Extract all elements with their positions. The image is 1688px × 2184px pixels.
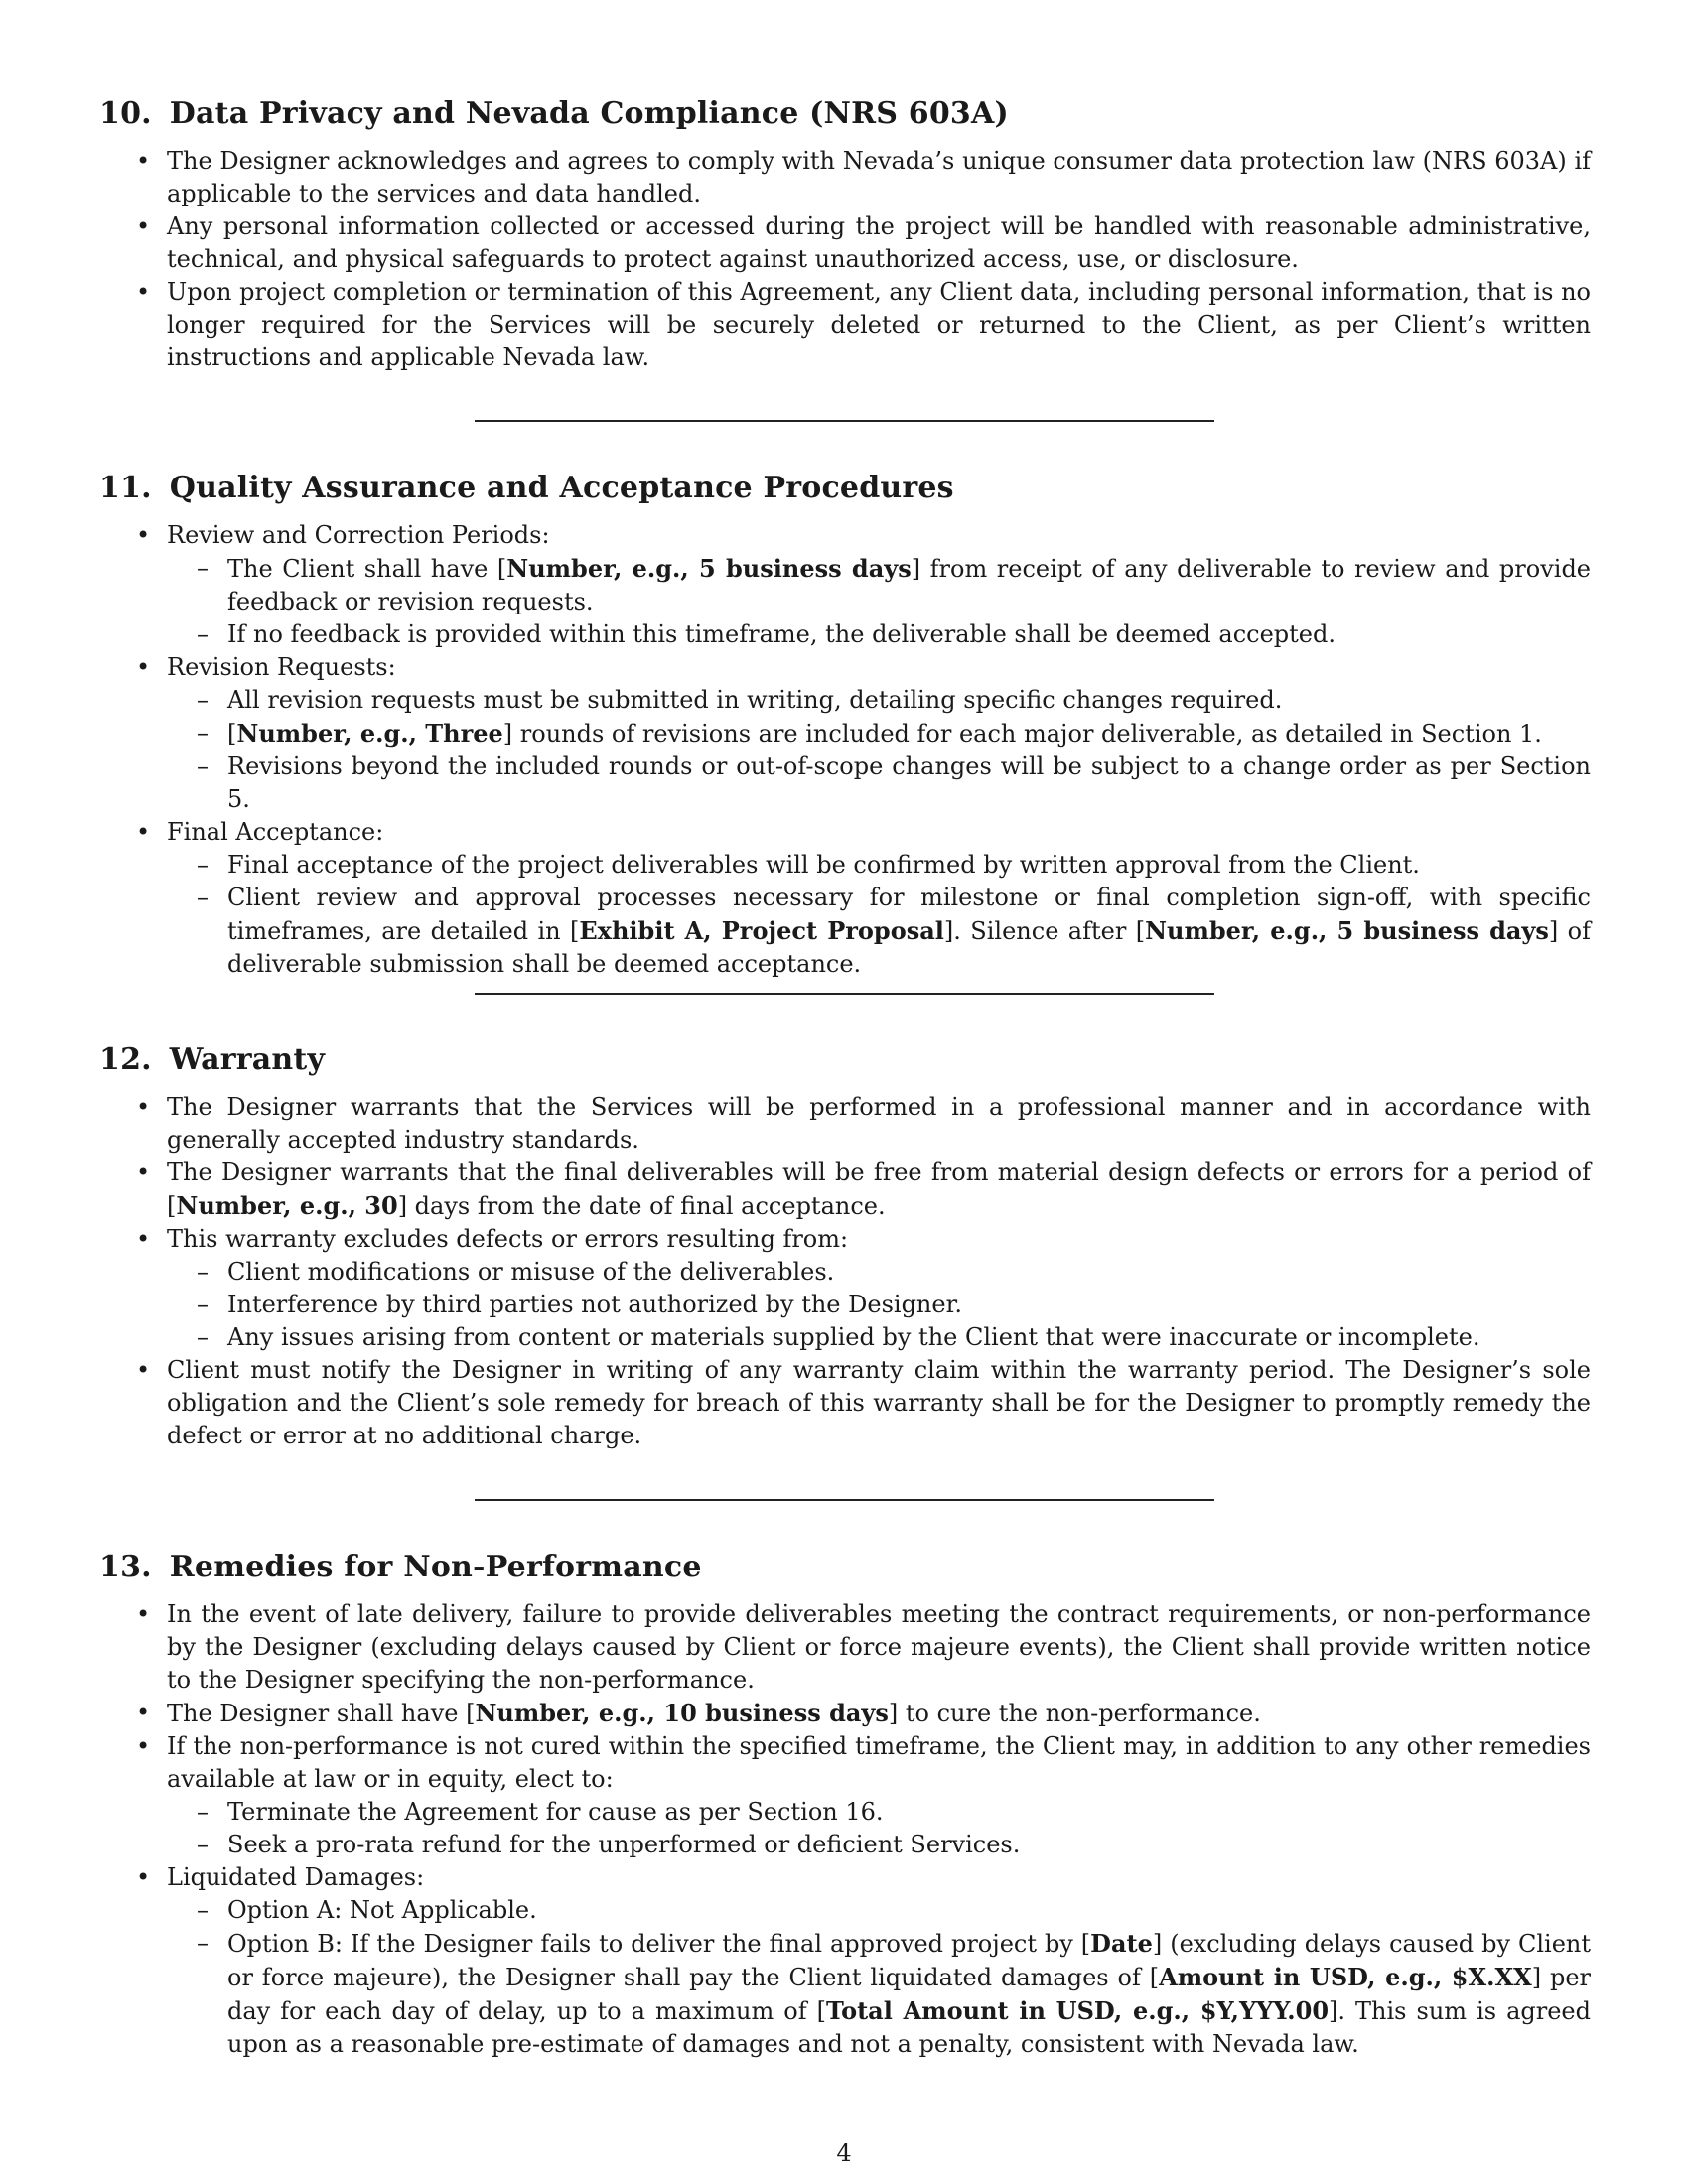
placeholder-text: Number, e.g., 30	[176, 1191, 398, 1220]
list-item-label: This warranty excludes defects or errors resulting from:	[167, 1225, 849, 1253]
sub-list-item: – If no feedback is provided within this timeframe, the deliverable shall be deemed accepted.	[167, 618, 1591, 651]
sub-list-item: – Client modifications or misuse of the deliverables.	[167, 1256, 1591, 1289]
placeholder-text: Number, e.g., 5 business days	[506, 554, 912, 583]
page-number: 4	[836, 2139, 852, 2167]
list-item: • The Designer warrants that the Services will be performed in a professional manner and in accordance with generally accepted industry standards.	[99, 1091, 1591, 1157]
list-item	[99, 519, 1591, 651]
sub-list	[167, 1256, 1591, 1354]
sub-list-item	[167, 882, 1591, 981]
text-run: Client review and approval processes necessary for milestone or final completion sign-off, with specific timeframes, are detailed in [	[227, 884, 1591, 945]
sub-list-item: – Interference by third parties not authorized by the Designer.	[167, 1289, 1591, 1321]
sub-list	[167, 552, 1591, 651]
text-run: [	[227, 720, 237, 748]
section-11-heading	[99, 470, 1591, 507]
section-divider	[475, 420, 1214, 422]
placeholder-text: Amount in USD, e.g., $X.XX	[1159, 1963, 1532, 1991]
bullet-list	[99, 1091, 1591, 1452]
sub-list-item: – Revisions beyond the included rounds or out-of-scope changes will be subject to a change order as per Section 5.	[167, 751, 1591, 816]
sub-list-item: – Any issues arising from content or materials supplied by the Client that were inaccurate or incomplete.	[167, 1321, 1591, 1354]
sub-list	[167, 684, 1591, 816]
section-title: Data Privacy and Nevada Compliance (NRS 603A)	[169, 96, 1009, 131]
list-item: • Upon project completion or termination of this Agreement, any Client data, including personal information, that is no longer required for the Services will be securely deleted or returned to the Client, as per Client’s written instructions and applicable Nevada law.	[99, 276, 1591, 374]
list-item	[99, 1861, 1591, 2061]
text-run: ]. Silence after [	[943, 917, 1146, 945]
section-12-heading	[99, 1041, 1591, 1079]
section-number: 10.	[99, 96, 152, 131]
section-title: Warranty	[169, 1042, 326, 1077]
section-11	[99, 470, 1591, 981]
sub-list-item: – All revision requests must be submitted in writing, detailing specific changes required.	[167, 684, 1591, 717]
section-10	[99, 95, 1591, 374]
text-run: The Designer shall have [	[167, 1700, 476, 1727]
text-run: The Client shall have [	[227, 555, 507, 583]
sub-list	[167, 849, 1591, 981]
placeholder-text: Exhibit A, Project Proposal	[579, 916, 944, 945]
list-item: • Client must notify the Designer in writing of any warranty claim within the warranty period. The Designer’s sole obligation and the Client’s sole remedy for breach of this warranty shall be for the Designer to promptly remedy the defect or error at no additional charge.	[99, 1354, 1591, 1452]
section-divider	[475, 1499, 1214, 1501]
placeholder-text: Number, e.g., 10 business days	[475, 1699, 889, 1727]
list-item: • In the event of late delivery, failure to provide deliverables meeting the contract requirements, or non-performance by the Designer (excluding delays caused by Client or force majeure events), the Client shall provide written notice to the Designer specifying the non-performance.	[99, 1598, 1591, 1697]
list-item	[99, 816, 1591, 981]
text-run: The Designer warrants that the final deliverables will be free from material design defects or errors for a period of [	[167, 1159, 1591, 1220]
placeholder-text: Number, e.g., 5 business days	[1145, 916, 1549, 945]
list-item	[99, 1157, 1591, 1223]
list-item	[99, 651, 1591, 816]
list-item-label: Review and Correction Periods:	[167, 521, 550, 549]
text-run: ] from receipt of any deliverable to review and provide feedback or revision requests.	[227, 555, 1592, 615]
list-item	[99, 1697, 1591, 1730]
sub-list-item	[167, 552, 1591, 618]
section-10-heading	[99, 95, 1591, 133]
section-title: Remedies for Non-Performance	[169, 1550, 702, 1584]
text-run: ] (excluding delays caused by Client or force majeure), the Designer shall pay the Client liquidated damages of [	[227, 1930, 1591, 1991]
bullet-list	[99, 519, 1591, 981]
list-item-label: Final Acceptance:	[167, 818, 384, 846]
bullet-list	[99, 145, 1591, 374]
text-run: ] of deliverable submission shall be deemed acceptance.	[227, 917, 1591, 978]
bullet-list	[99, 1598, 1591, 2061]
sub-list	[167, 1894, 1591, 2061]
list-item-label: If the non-performance is not cured within the specified timeframe, the Client may, in addition to any other remedies available at law or in equity, elect to:	[167, 1732, 1591, 1793]
list-item	[99, 1223, 1591, 1354]
section-number: 11.	[99, 471, 152, 505]
sub-list-item: – Terminate the Agreement for cause as per Section 16.	[167, 1796, 1591, 1829]
sub-list	[167, 1796, 1591, 1861]
section-12	[99, 1041, 1591, 1452]
text-run: ] days from the date of final acceptance.	[397, 1192, 886, 1220]
section-divider	[475, 993, 1214, 995]
list-item: • Any personal information collected or accessed during the project will be handled with reasonable administrative, technical, and physical safeguards to protect against unauthorized access, use, or disclosure.	[99, 210, 1591, 276]
section-13	[99, 1549, 1591, 2061]
text-run: ] per day for each day of delay, up to a maximum of [	[227, 1964, 1592, 2025]
section-13-heading	[99, 1549, 1591, 1586]
list-item: • The Designer acknowledges and agrees to comply with Nevada’s unique consumer data protection law (NRS 603A) if applicable to the services and data handled.	[99, 145, 1591, 210]
sub-list-item: – Seek a pro-rata refund for the unperformed or deficient Services.	[167, 1829, 1591, 1861]
section-number: 12.	[99, 1042, 152, 1077]
sub-list-item	[167, 717, 1591, 751]
sub-list-item: – Option A: Not Applicable.	[167, 1894, 1591, 1927]
text-run: ] to cure the non-performance.	[888, 1700, 1261, 1727]
placeholder-text: Date	[1090, 1929, 1153, 1958]
section-title: Quality Assurance and Acceptance Procedures	[169, 471, 954, 505]
sub-list-item	[167, 1927, 1591, 2061]
placeholder-text: Total Amount in USD, e.g., $Y,YYY.00	[825, 1996, 1330, 2025]
text-run: Option B: If the Designer fails to deliver the final approved project by [	[227, 1930, 1091, 1958]
list-item-label: Revision Requests:	[167, 653, 396, 681]
sub-list-item: – Final acceptance of the project deliverables will be confirmed by written approval from the Client.	[167, 849, 1591, 882]
text-run: ]. This sum is agreed upon as a reasonable pre-estimate of damages and not a penalty, consistent with Nevada law.	[227, 1997, 1591, 2058]
text-run: ] rounds of revisions are included for each major deliverable, as detailed in Section 1.	[502, 720, 1542, 748]
list-item-label: Liquidated Damages:	[167, 1863, 425, 1891]
list-item	[99, 1730, 1591, 1861]
placeholder-text: Number, e.g., Three	[236, 719, 503, 748]
section-number: 13.	[99, 1550, 152, 1584]
